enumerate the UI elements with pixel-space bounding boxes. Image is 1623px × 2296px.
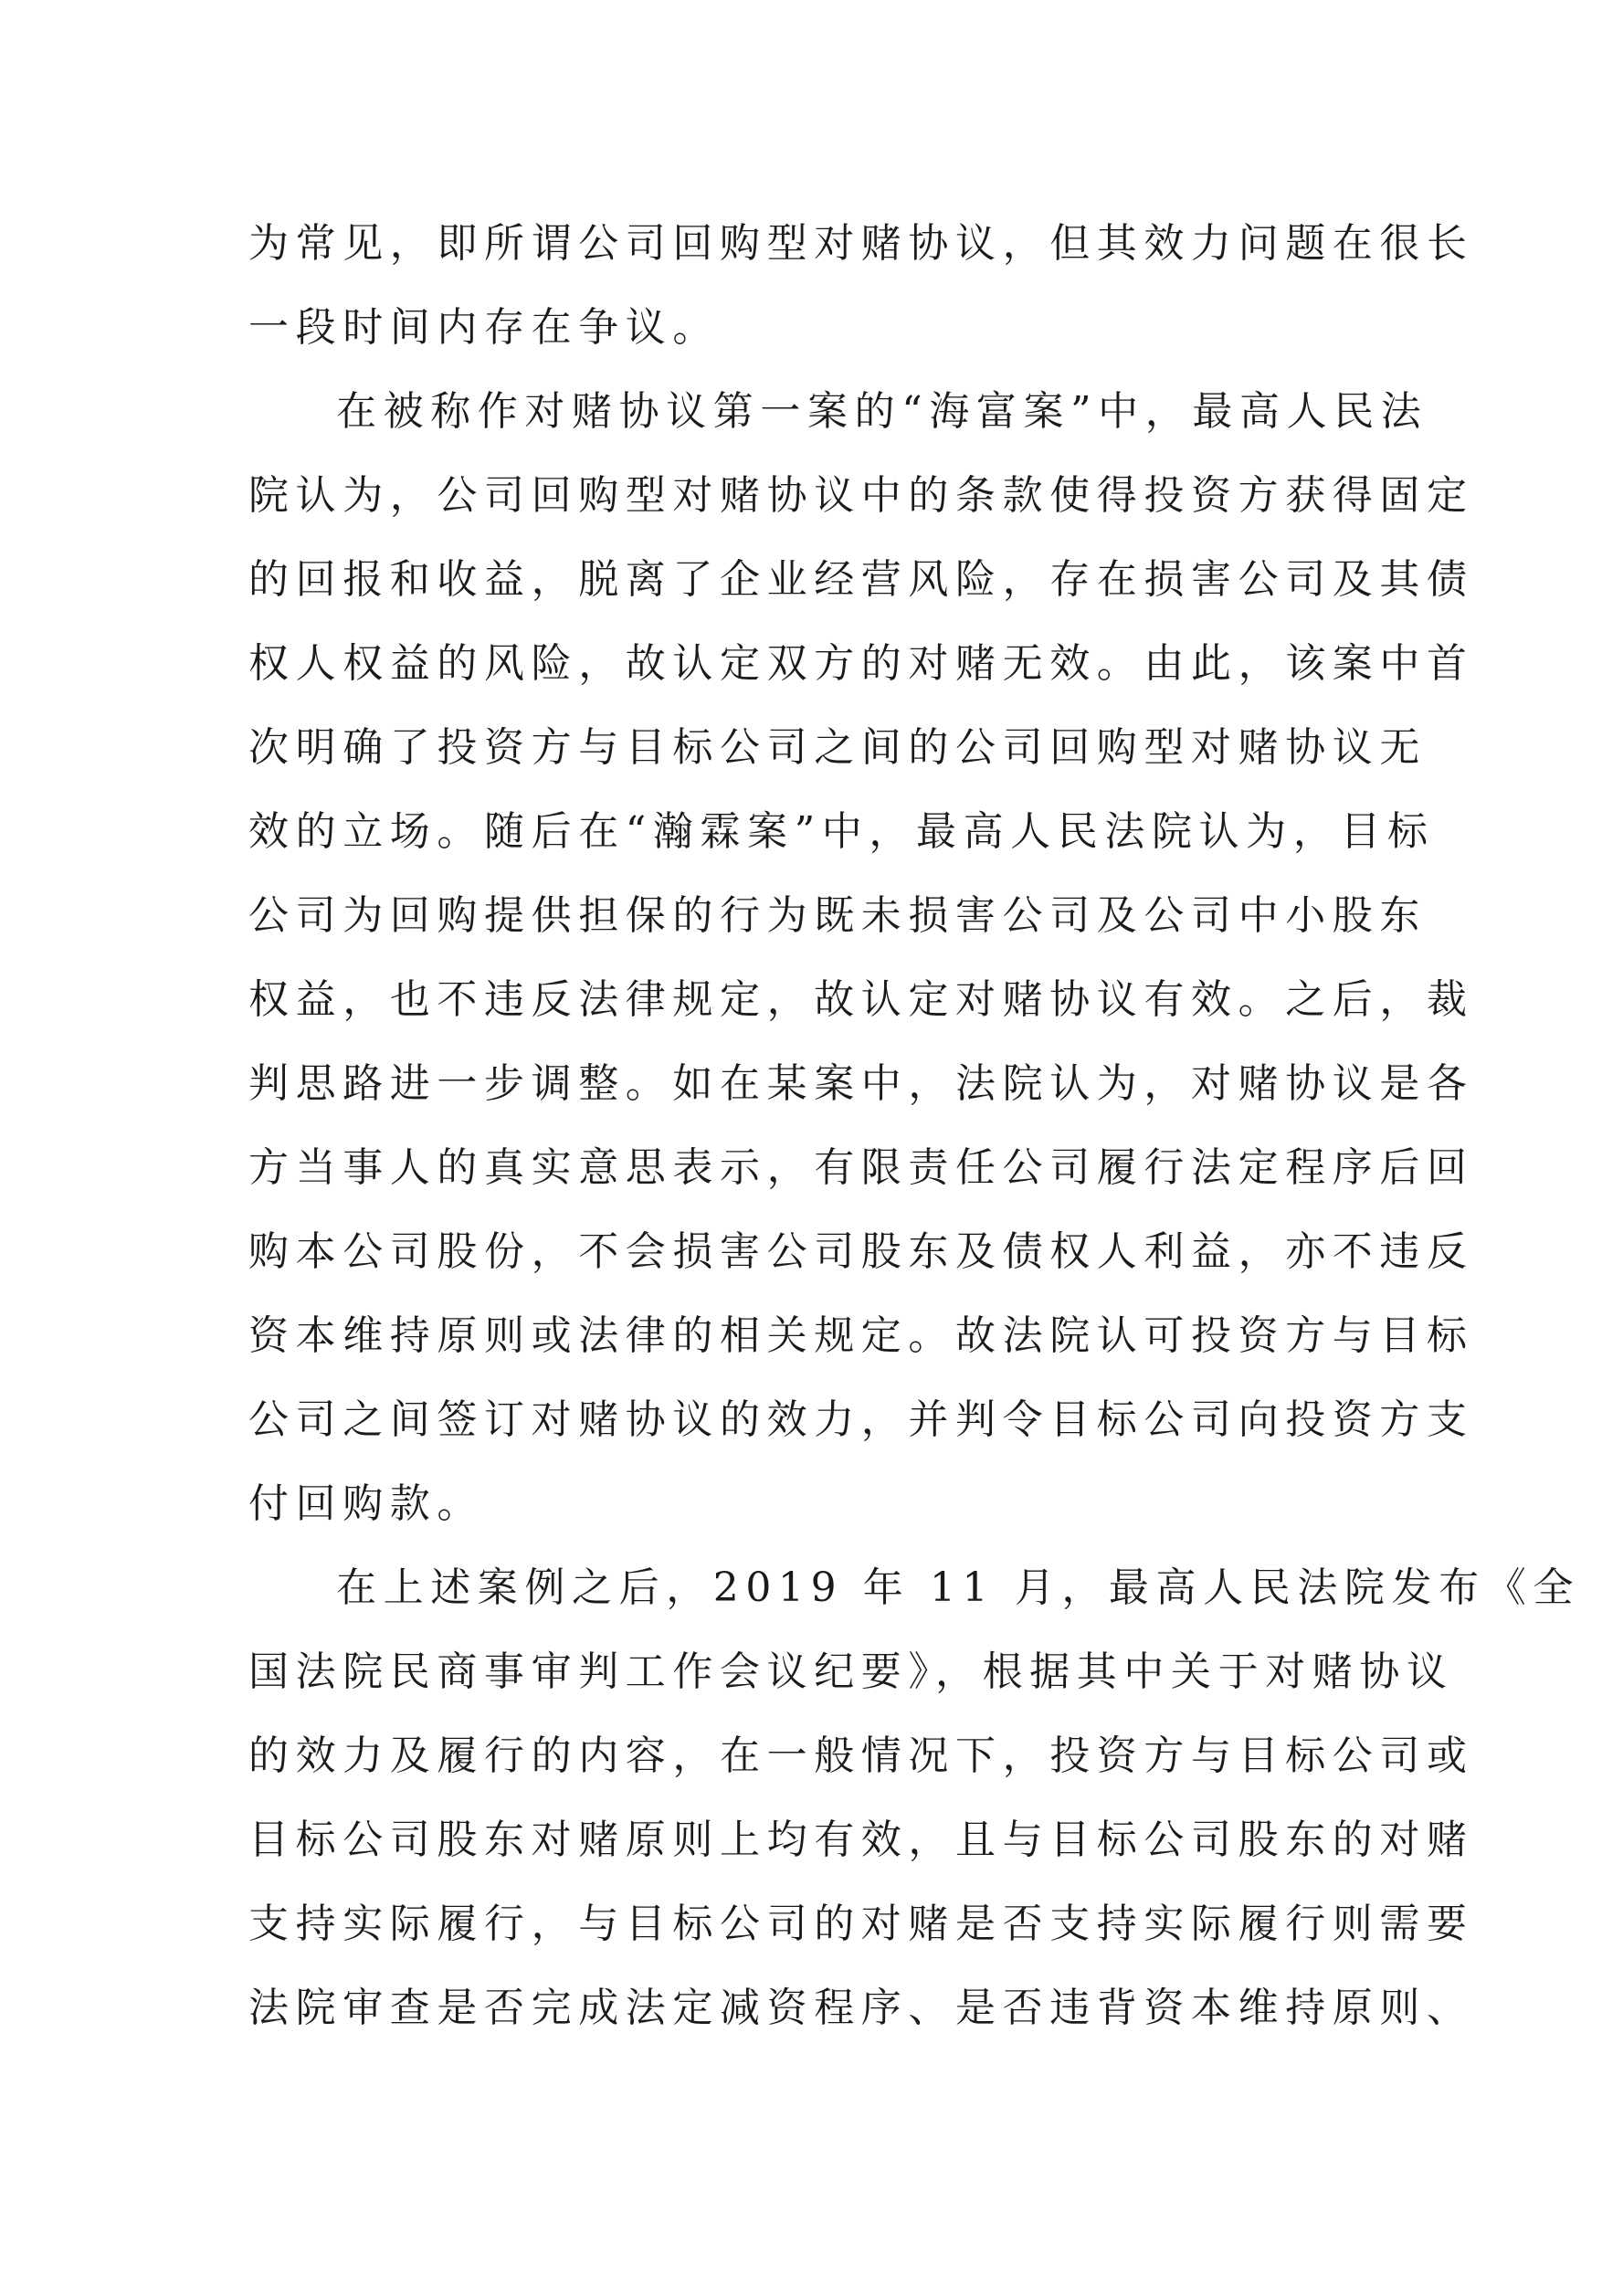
text-line: 为常见，即所谓公司回购型对赌协议，但其效力问题在很长	[248, 220, 1474, 267]
text-line: 支持实际履行，与目标公司的对赌是否支持实际履行则需要	[248, 1901, 1474, 1947]
text-line: 公司之间签订对赌协议的效力，并判令目标公司向投资方支	[248, 1396, 1474, 1443]
text-line: 效的立场。随后在“瀚霖案”中，最高人民法院认为，目标	[248, 808, 1435, 855]
text-line: 资本维持原则或法律的相关规定。故法院认可投资方与目标	[248, 1312, 1474, 1359]
text-line: 公司为回购提供担保的行为既未损害公司及公司中小股东	[248, 892, 1427, 939]
text-line: 目标公司股东对赌原则上均有效，且与目标公司股东的对赌	[248, 1817, 1474, 1863]
text-line: 权人权益的风险，故认定双方的对赌无效。由此，该案中首	[248, 640, 1474, 687]
text-line: 法院审查是否完成法定减资程序、是否违背资本维持原则、	[248, 1985, 1474, 2031]
text-line: 院认为，公司回购型对赌协议中的条款使得投资方获得固定	[248, 472, 1474, 519]
paragraph-first-line: 在上述案例之后，2019 年 11 月，最高人民法院发布《全	[336, 1564, 1580, 1611]
text-line: 次明确了投资方与目标公司之间的公司回购型对赌协议无	[248, 724, 1427, 771]
text-line: 权益，也不违反法律规定，故认定对赌协议有效。之后，裁	[248, 976, 1474, 1023]
text-line: 判思路进一步调整。如在某案中，法院认为，对赌协议是各	[248, 1060, 1474, 1107]
text-line: 的效力及履行的内容，在一般情况下，投资方与目标公司或	[248, 1733, 1474, 1779]
text-line: 国法院民商事审判工作会议纪要》，根据其中关于对赌协议	[248, 1648, 1454, 1695]
text-line: 的回报和收益，脱离了企业经营风险，存在损害公司及其债	[248, 556, 1474, 603]
text-line: 购本公司股份，不会损害公司股东及债权人利益，亦不违反	[248, 1228, 1474, 1275]
text-line: 一段时间内存在争议。	[248, 304, 720, 351]
text-line: 付回购款。	[248, 1480, 484, 1527]
paragraph-first-line: 在被称作对赌协议第一案的“海富案”中，最高人民法	[336, 388, 1428, 435]
text-line: 方当事人的真实意思表示，有限责任公司履行法定程序后回	[248, 1144, 1474, 1191]
